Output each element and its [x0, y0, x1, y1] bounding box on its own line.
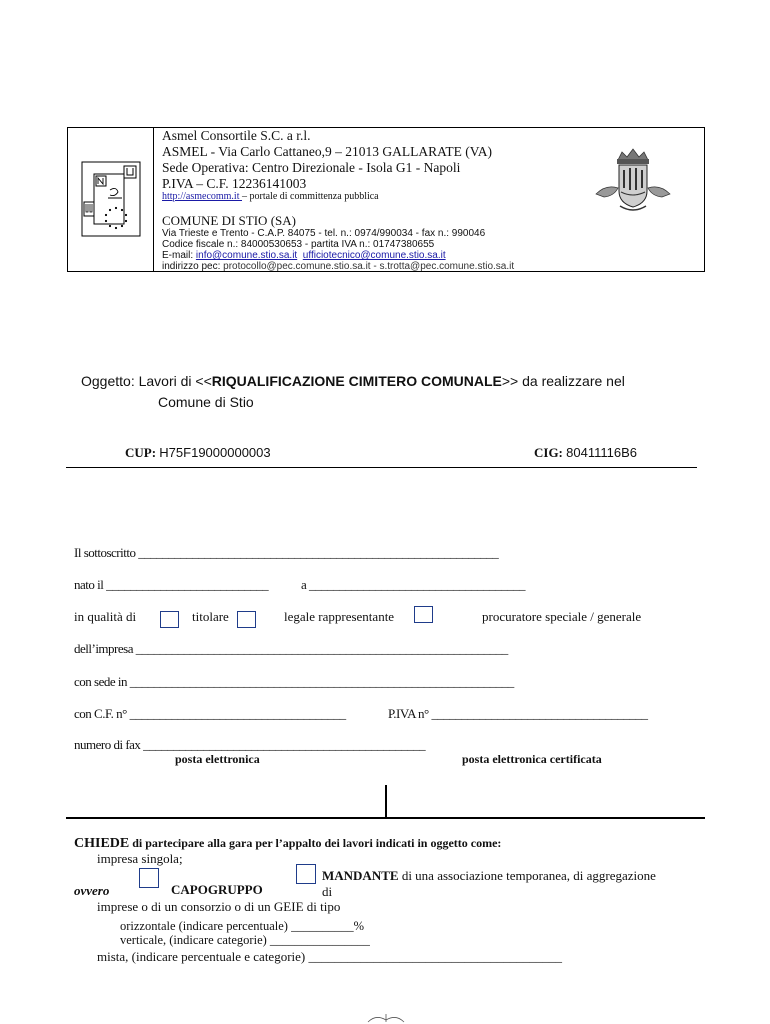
- sede-field[interactable]: con sede in ________________________________________________________________: [74, 674, 514, 689]
- cig-value: 80411116B6: [566, 445, 637, 460]
- portal-text: – portale di committenza pubblica: [242, 191, 379, 202]
- pec-line: [162, 261, 514, 272]
- email-ufficio-link[interactable]: ufficiotecnico@comune.stio.sa.it: [302, 250, 446, 261]
- qualita-label: in qualità di: [74, 609, 137, 624]
- email-label: E-mail:: [162, 250, 196, 261]
- piva-field[interactable]: P.IVA n° ____________________________________: [388, 706, 648, 721]
- pec-value: protocollo@pec.comune.stio.sa.it - s.trotta@pec.comune.stio.sa.it: [223, 261, 515, 272]
- subject-line-1: [81, 373, 625, 389]
- comune-codes: Codice fiscale n.: 84000530653 - partita IVA n.: 01747380655: [162, 239, 435, 250]
- comune-title: COMUNE DI STIO (SA): [162, 213, 296, 228]
- subject-prefix: Oggetto: Lavori di <<: [81, 373, 212, 389]
- titolare-label: titolare: [192, 609, 229, 624]
- ovvero-label: ovvero: [74, 883, 110, 898]
- pec-field-label: posta elettronica certificata: [462, 752, 602, 766]
- org-line-4: P.IVA – C.F. 12236141003: [162, 176, 307, 191]
- mista-field[interactable]: mista, (indicare percentuale e categorie) _______________________________________: [97, 949, 562, 964]
- comune-address: Via Trieste e Trento - C.A.P. 84075 - tel. n.: 0974/990034 - fax n.: 990046: [162, 228, 486, 239]
- letterhead-box: [67, 127, 705, 272]
- ornament-icon: [366, 1012, 406, 1024]
- subject-suffix: >> da realizzare nel: [501, 373, 625, 389]
- mandante-line: [322, 868, 656, 884]
- orizzontale-field[interactable]: orizzontale (indicare percentuale) __________%: [120, 919, 364, 933]
- fax-field[interactable]: numero di fax _______________________________________________: [74, 737, 426, 752]
- asmel-logo-icon: [80, 158, 142, 240]
- posta-elettronica-label: posta elettronica: [175, 752, 260, 766]
- portal-line: [162, 191, 379, 202]
- di-word: di: [322, 884, 333, 899]
- sottoscritto-field[interactable]: Il sottoscritto ____________________________________________________________: [74, 545, 499, 560]
- org-line-3: Sede Operativa: Centro Direzionale - Isola G1 - Napoli: [162, 160, 461, 175]
- legale-label: legale rappresentante: [284, 609, 395, 624]
- nato-il-field[interactable]: nato il ___________________________: [74, 577, 269, 592]
- asmel-logo-cell: [68, 128, 154, 271]
- imprese-line: imprese o di un consorzio o di un GEIE di tipo: [97, 899, 341, 914]
- cig-label: CIG:: [534, 445, 563, 460]
- org-line-1: Asmel Consortile S.C. a r.l.: [162, 128, 311, 143]
- email-line: [162, 250, 446, 261]
- chiede-text: di partecipare alla gara per l’appalto dei lavori indicati in oggetto come:: [129, 836, 502, 850]
- cup-label: CUP:: [125, 445, 157, 460]
- cup-value: H75F19000000003: [159, 445, 271, 460]
- comune-coat-of-arms-icon: [590, 146, 676, 216]
- impresa-singola: impresa singola;: [97, 851, 183, 866]
- mandante-text: di una associazione temporanea, di aggregazione: [398, 868, 656, 883]
- chiede-line: [74, 835, 501, 852]
- codes-divider: [66, 467, 697, 468]
- procuratore-label: procuratore speciale / generale: [482, 609, 642, 624]
- impresa-field[interactable]: dell’impresa ______________________________________________________________: [74, 641, 508, 656]
- mandante-checkbox[interactable]: [296, 864, 316, 884]
- email-info-link[interactable]: info@comune.stio.sa.it: [195, 250, 298, 261]
- chiede-word: CHIEDE: [74, 836, 130, 851]
- procuratore-checkbox[interactable]: [414, 606, 433, 623]
- titolare-checkbox[interactable]: [160, 611, 179, 628]
- subject-title: RIQUALIFICAZIONE CIMITERO COMUNALE: [211, 373, 502, 389]
- cig-code: [534, 445, 637, 461]
- org-line-2: ASMEL - Via Carlo Cattaneo,9 – 21013 GALLARATE (VA): [162, 144, 493, 159]
- capogruppo-label: CAPOGRUPPO: [171, 882, 263, 897]
- verticale-field[interactable]: verticale, (indicare categorie) ________________: [120, 933, 370, 947]
- cf-field[interactable]: con C.F. n° ____________________________________: [74, 706, 346, 721]
- legale-checkbox[interactable]: [237, 611, 256, 628]
- subject-line-2: Comune di Stio: [158, 394, 254, 410]
- capogruppo-checkbox[interactable]: [139, 868, 159, 888]
- portal-link[interactable]: http://asmecomm.it: [162, 191, 242, 202]
- email-fields-underline: [66, 817, 705, 819]
- field-separator: [385, 785, 387, 818]
- mandante-label: MANDANTE: [322, 868, 399, 883]
- nato-a-field[interactable]: a ____________________________________: [301, 577, 526, 592]
- pec-label: indirizzo pec:: [162, 261, 224, 272]
- cup-code: [125, 445, 271, 461]
